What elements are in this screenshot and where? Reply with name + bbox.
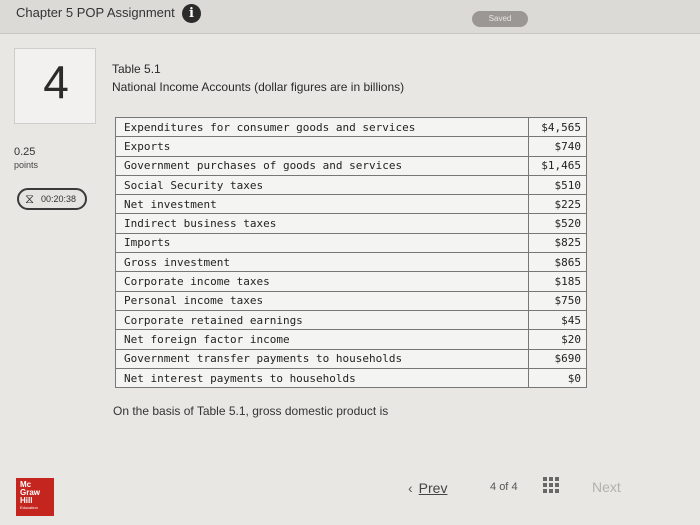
row-value: $225 — [529, 195, 587, 214]
row-label: Net investment — [116, 195, 529, 214]
timer-badge[interactable] — [17, 188, 87, 210]
row-label: Government purchases of goods and services — [116, 156, 529, 175]
table-subtitle: National Income Accounts (dollar figures are in billions) — [112, 80, 405, 94]
page-current: 4 — [490, 481, 497, 493]
table-row — [116, 214, 587, 233]
row-label: Exports — [116, 137, 529, 156]
question-prompt: On the basis of Table 5.1, gross domestic product is — [113, 404, 389, 418]
row-value: $4,565 — [529, 118, 587, 137]
logo-line: Mc — [20, 480, 32, 489]
row-label: Gross investment — [116, 253, 529, 272]
page-of-word: of — [499, 481, 509, 493]
row-value: $750 — [529, 291, 587, 310]
row-label: Expenditures for consumer goods and services — [116, 118, 529, 137]
table-row — [116, 291, 587, 310]
table-row — [116, 368, 587, 387]
table-row — [116, 175, 587, 194]
row-value: $690 — [529, 349, 587, 368]
row-value: $185 — [529, 272, 587, 291]
table-row — [116, 156, 587, 175]
mcgraw-hill-logo — [16, 478, 54, 516]
page-indicator — [490, 481, 518, 493]
grid-icon[interactable] — [542, 476, 560, 494]
page-total: 4 — [511, 481, 518, 493]
table-row — [116, 118, 587, 137]
logo-line: Graw — [20, 488, 41, 497]
row-value: $865 — [529, 253, 587, 272]
table-row — [116, 253, 587, 272]
table-row — [116, 233, 587, 252]
chevron-left-icon: ‹ — [408, 480, 413, 496]
next-button[interactable]: Next — [592, 479, 621, 495]
row-label: Indirect business taxes — [116, 214, 529, 233]
row-value: $825 — [529, 233, 587, 252]
table-title: Table 5.1 — [112, 62, 161, 76]
assignment-title: Chapter 5 POP Assignment — [16, 5, 175, 20]
row-label: Personal income taxes — [116, 291, 529, 310]
row-label: Corporate retained earnings — [116, 310, 529, 329]
prev-label: Prev — [418, 480, 448, 496]
question-number-box — [14, 48, 96, 124]
points-label: points — [14, 160, 39, 170]
row-label: Imports — [116, 233, 529, 252]
row-value: $510 — [529, 175, 587, 194]
table-row — [116, 272, 587, 291]
row-label: Net interest payments to households — [116, 368, 529, 387]
table-row — [116, 195, 587, 214]
row-value: $0 — [529, 368, 587, 387]
row-label: Social Security taxes — [116, 175, 529, 194]
row-value: $1,465 — [529, 156, 587, 175]
logo-subtext: Education — [20, 505, 38, 510]
row-label: Net foreign factor income — [116, 330, 529, 349]
row-value: $520 — [529, 214, 587, 233]
row-label: Corporate income taxes — [116, 272, 529, 291]
table-row — [116, 310, 587, 329]
table-row — [116, 330, 587, 349]
table-row — [116, 349, 587, 368]
prev-button[interactable] — [408, 480, 447, 496]
row-label: Government transfer payments to households — [116, 349, 529, 368]
info-icon[interactable]: i — [182, 4, 201, 23]
table-row — [116, 137, 587, 156]
national-income-table — [115, 117, 587, 388]
logo-line: Hill — [20, 496, 33, 505]
row-value: $45 — [529, 310, 587, 329]
row-value: $740 — [529, 137, 587, 156]
hourglass-icon: ⧖ — [25, 191, 35, 206]
question-number: 4 — [43, 56, 69, 108]
row-value: $20 — [529, 330, 587, 349]
saved-status-badge: Saved — [472, 11, 528, 27]
top-bar — [0, 0, 700, 34]
points-value: 0.25 — [14, 146, 36, 158]
timer-text: 00:20:38 — [41, 194, 77, 204]
